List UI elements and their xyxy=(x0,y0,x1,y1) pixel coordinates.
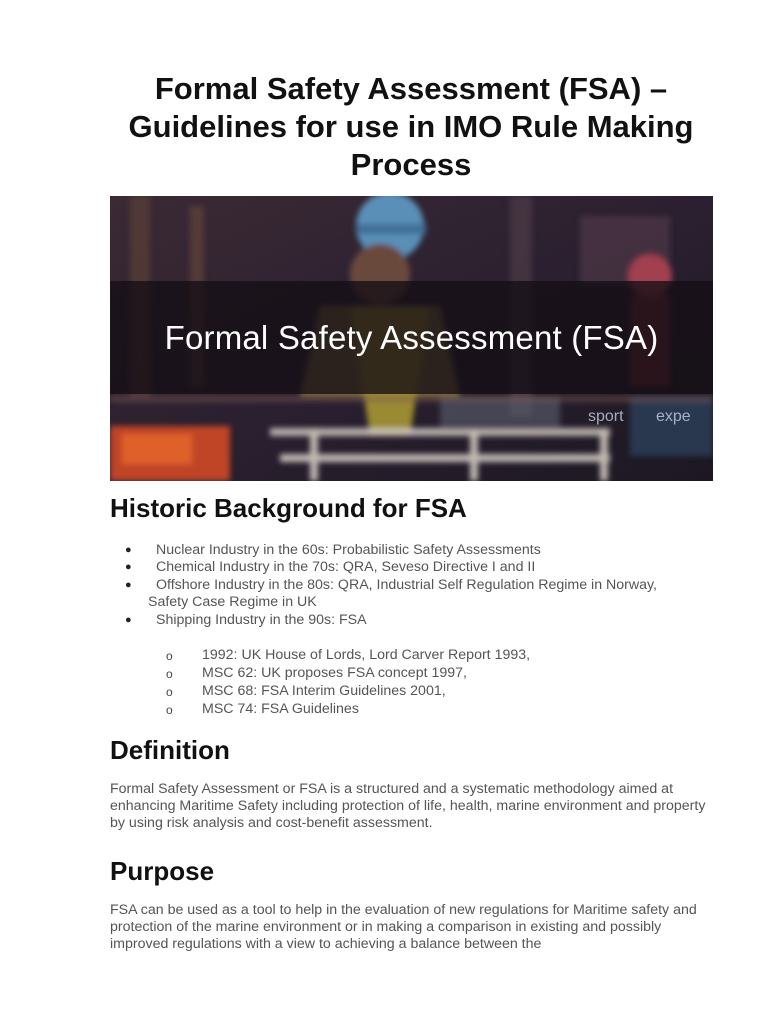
list-item: ● Shipping Industry in the 90s: FSA xyxy=(125,611,367,628)
section-heading-definition: Definition xyxy=(110,735,230,765)
bullet-icon: ● xyxy=(125,613,132,626)
circle-bullet-icon: o xyxy=(166,667,173,681)
purpose-paragraph: FSA can be used as a tool to help in the evaluation of new regulations for Maritime safety and protection of the marine environment or in making a comparison in existing and possibly improved regulations with a view to achieving a balance between the xyxy=(110,902,697,953)
list-item: ● Nuclear Industry in the 60s: Probabilistic Safety Assessments xyxy=(125,542,541,558)
sub-list-item: o MSC 68: FSA Interim Guidelines 2001, xyxy=(166,683,446,699)
circle-bullet-icon: o xyxy=(166,649,173,663)
sign-text-sport: sport xyxy=(588,408,624,425)
section-heading-historic: Historic Background for FSA xyxy=(110,493,467,523)
page-title: Formal Safety Assessment (FSA) – Guidelines for use in IMO Rule Making Process xyxy=(128,71,694,182)
list-item: ● Chemical Industry in the 70s: QRA, Seveso Directive I and II xyxy=(125,559,536,576)
bullet-icon: ● xyxy=(125,544,132,556)
historic-sub-list xyxy=(110,646,714,718)
circle-bullet-icon: o xyxy=(166,685,173,699)
sub-list-item: o MSC 62: UK proposes FSA concept 1997, xyxy=(166,665,467,681)
banner-text: Formal Safety Assessment (FSA) xyxy=(164,318,659,356)
list-item: ● Offshore Industry in the 80s: QRA, Industrial Self Regulation Regime in Norway, xyxy=(125,576,658,593)
sub-list-item: o MSC 74: FSA Guidelines xyxy=(166,701,359,717)
sub-list-item: o 1992: UK House of Lords, Lord Carver Report 1993, xyxy=(166,647,531,663)
circle-bullet-icon: o xyxy=(166,703,173,717)
definition-paragraph: Formal Safety Assessment or FSA is a structured and a systematic methodology aimed at enhancing Maritime Safety including protection of life, health, marine environment and property by using risk analysis and cost-benefit assessment. xyxy=(110,781,706,832)
section-heading-purpose: Purpose xyxy=(110,856,215,886)
bullet-icon: ● xyxy=(125,561,132,574)
bullet-icon: ● xyxy=(125,578,132,591)
sign-text-expe: expe xyxy=(656,408,691,425)
list-item-continuation: Safety Case Regime in UK xyxy=(148,594,317,611)
historic-bullet-list xyxy=(110,542,714,629)
hero-image xyxy=(110,196,713,481)
